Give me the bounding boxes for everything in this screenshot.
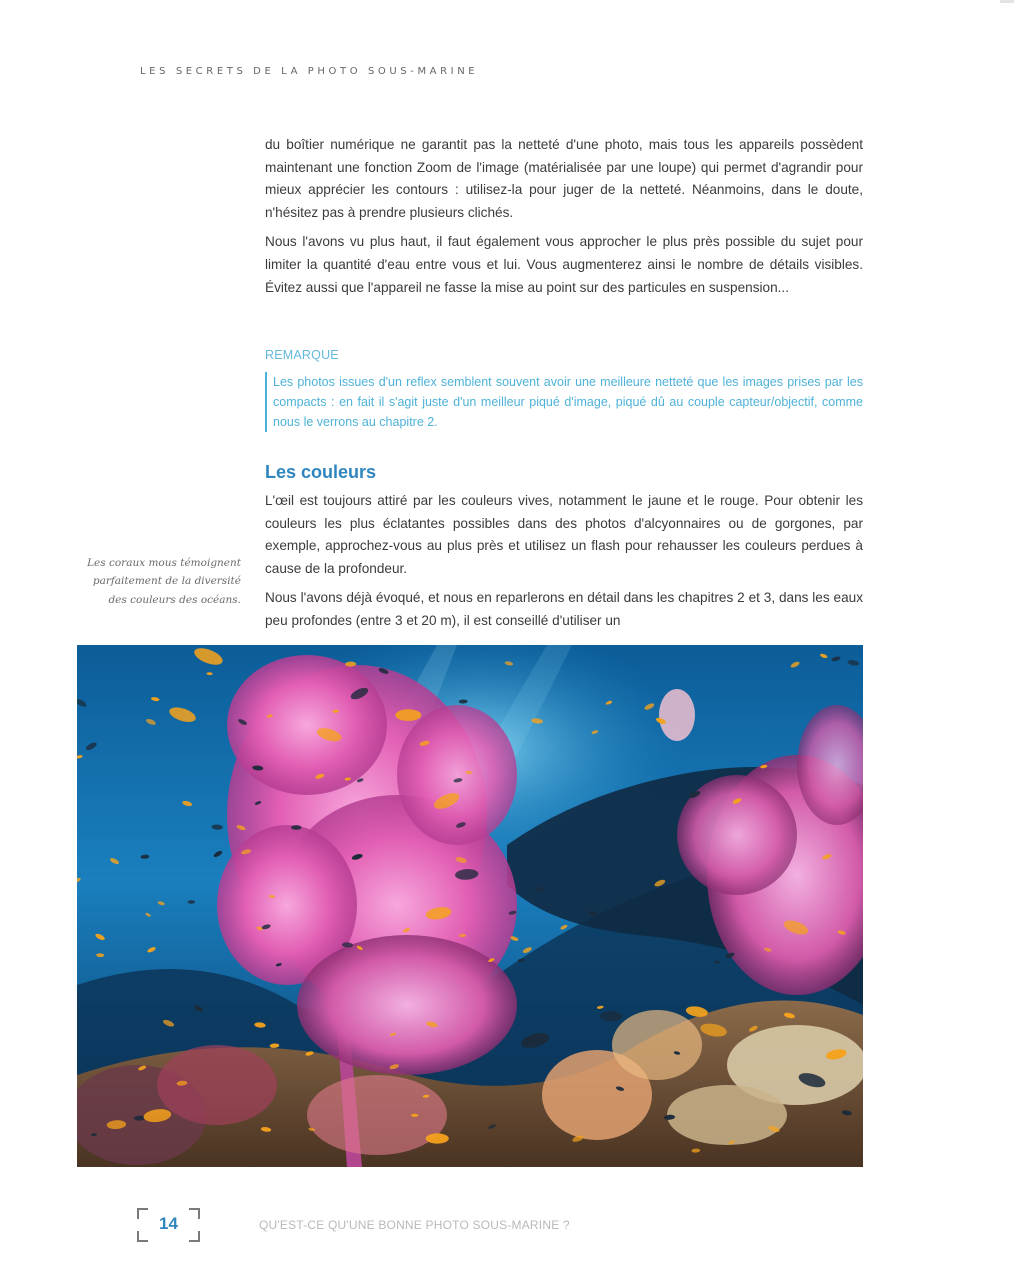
fish — [291, 825, 301, 830]
page-number-frame — [137, 1208, 200, 1242]
section-paragraph-2: Nous l'avons déjà évoqué, et nous en reparlerons en détail dans les chapitres 2 et 3, dans les eaux peu profondes (entre 3 et 20 m), il est conseillé d'utiliser un — [265, 590, 863, 628]
coral-reef-photo — [77, 645, 863, 1167]
section-paragraph-1: L'œil est toujours attiré par les couleurs vives, notamment le jaune et le rouge. Pour obtenir les couleurs les plus éclatantes possibles dans des photos d'alcyonnaires ou de gorgones, par exemple, approchez-vous au plus près et utilisez un flash pour rehausser les couleurs perdues à cause de la profondeur. — [265, 493, 863, 576]
remark-text: Les photos issues d'un reflex semblent souvent avoir une meilleure netteté que les images prises par les compacts : en fait il s'agit juste d'un meilleur piqué d'image, piqué dû au couple capteur/objectif, comme nous le verrons au chapitre 2. — [273, 375, 863, 429]
page-corner-mark — [1000, 0, 1014, 3]
intro-text — [265, 134, 863, 299]
intro-paragraph-2: Nous l'avons vu plus haut, il faut également vous approcher le plus près possible du sujet pour limiter la quantité d'eau entre vous et lui. Vous augmenterez ainsi le nombre de détails visibles. Évitez aussi que l'appareil ne fasse la mise au point sur des particules en suspension... — [265, 234, 863, 295]
fish — [395, 709, 421, 721]
intro-paragraph-1: du boîtier numérique ne garantit pas la netteté d'une photo, mais tous les appareils possèdent maintenant une fonction Zoom de l'image (matérialisée par une loupe) qui permet d'agrandir pour mieux apprécier les contours : utilisez-la pour juger de la netteté. Néanmoins, dans le doute, n'hésitez pas à prendre plusieurs clichés. — [265, 137, 863, 220]
page-number: 14 — [159, 1214, 178, 1233]
fish — [426, 1133, 449, 1143]
section-body — [265, 490, 863, 633]
footer-chapter-title: QU'EST-CE QU'UNE BONNE PHOTO SOUS-MARINE ? — [259, 1218, 570, 1232]
section-title: Les couleurs — [265, 462, 377, 482]
remark-box — [265, 372, 863, 432]
running-head: LES SECRETS DE LA PHOTO SOUS-MARINE — [140, 66, 479, 77]
remark-label: REMARQUE — [265, 348, 339, 362]
coral-reef-illustration — [77, 645, 863, 1167]
photo-caption: Les coraux mous témoignent parfaitement de la diversité des couleurs des océans. — [87, 557, 241, 606]
